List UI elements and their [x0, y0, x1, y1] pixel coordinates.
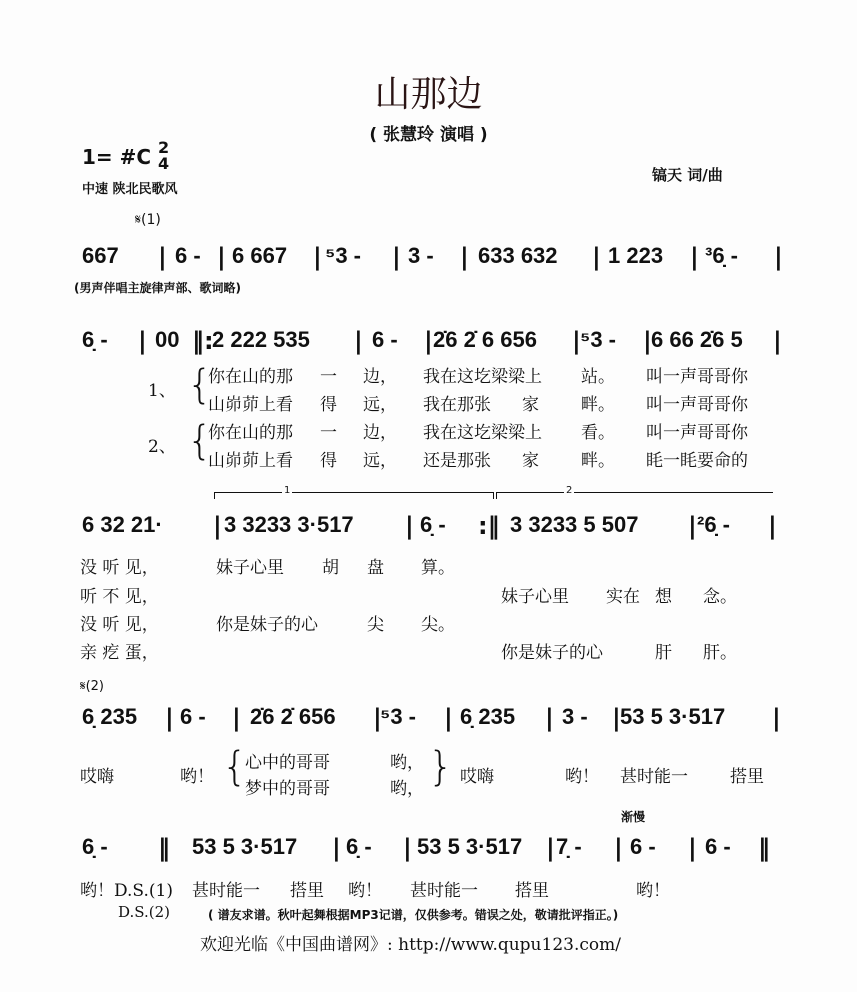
measure: 633 632	[478, 243, 558, 268]
measure: 7̣ -	[556, 834, 582, 859]
barline: |	[768, 512, 777, 540]
measure: 6 667	[232, 243, 288, 268]
lyric: 哟，	[390, 753, 424, 773]
barline: |	[688, 512, 697, 540]
brace: {	[187, 418, 213, 464]
lyric: 想	[655, 587, 672, 607]
lyric: 尖。	[421, 615, 455, 635]
measure: 667	[82, 243, 119, 268]
measure: 6 -	[372, 327, 398, 352]
lyric: 肝	[655, 643, 672, 663]
measure: 6 -	[175, 243, 201, 268]
barline: |	[138, 327, 147, 355]
measure: ⁵3 -	[580, 327, 617, 352]
lyric: 盘	[367, 558, 384, 578]
measure: 6̣ 235	[82, 704, 138, 729]
time-sig-bottom: 4	[158, 154, 170, 173]
lyric: 搭里	[290, 881, 324, 901]
volta-2-label: 2	[566, 485, 573, 496]
lyric: 尖	[367, 615, 384, 635]
lyric: 没 听 见，	[80, 615, 159, 635]
lyric: 得	[320, 451, 337, 471]
dal-segno-2: D.S.(2)	[118, 903, 171, 921]
lyric: 哟！	[565, 767, 599, 787]
tempo-marking: 中速 陕北民歌风	[82, 182, 178, 197]
barline: |	[392, 243, 401, 271]
lyric: 边，	[363, 423, 397, 443]
measure: 6̣ -	[82, 834, 108, 859]
verse-number: 1、	[148, 381, 176, 401]
lyric: 你在山的那	[208, 367, 293, 387]
measure: 6 -	[705, 834, 731, 859]
transcription-remark: ( 谱友求谱。秋叶起舞根据MP3记谱，仅供参考。错误之处，敬请批评指正。)	[208, 908, 619, 922]
lyric: 畔。	[581, 451, 615, 471]
barline: |	[158, 243, 167, 271]
lyric: 哟！	[348, 881, 382, 901]
lyric: 我在那张	[423, 395, 491, 415]
brace: {	[222, 744, 248, 790]
measure: 6̣ -	[346, 834, 372, 859]
lyric: 念。	[703, 587, 737, 607]
lyric: 还是那张	[423, 451, 491, 471]
lyric: 甚时能一	[192, 881, 260, 901]
repeat-start: ‖:	[192, 327, 214, 355]
performer: ( 张慧玲 演唱 )	[369, 125, 488, 145]
lyric: 畔。	[581, 395, 615, 415]
lyric: 家	[522, 395, 539, 415]
male-voice-note: (男声伴唱主旋律声部、歌词略)	[74, 281, 241, 295]
lyric: 你在山的那	[208, 423, 293, 443]
lyric: 哟！	[636, 881, 670, 901]
lyric: 叫一声哥哥你	[646, 395, 748, 415]
barline: |	[332, 834, 341, 862]
lyric: 哟！D.S.(1)	[80, 881, 173, 901]
lyric: 看。	[581, 423, 615, 443]
lyric: 得	[320, 395, 337, 415]
barline: |	[424, 327, 433, 355]
lyric: 站。	[581, 367, 615, 387]
ritardando-marking: 渐慢	[621, 810, 646, 824]
measure: ⁵3 -	[325, 243, 362, 268]
barline: |	[612, 704, 621, 732]
lyric: 山峁茆上看	[208, 451, 293, 471]
lyric: 搭里	[730, 767, 764, 787]
barline: |	[592, 243, 601, 271]
measure: 1 223	[608, 243, 664, 268]
measure: 2̇6 2̇ 656	[250, 704, 336, 729]
measure: 6 32 21·	[82, 512, 163, 537]
barline: |	[165, 704, 174, 732]
measure: 3 3233 3·517	[224, 512, 354, 537]
volta-1-label: 1	[284, 485, 291, 496]
barline: |	[313, 243, 322, 271]
barline: |	[773, 327, 782, 355]
barline: |	[217, 243, 226, 271]
lyric: 哟，	[390, 779, 424, 799]
segno-2: 𝄋(2)	[80, 679, 105, 694]
lyric: 山峁茆上看	[208, 395, 293, 415]
barline: |	[213, 512, 222, 540]
key-signature: 1= #C	[82, 145, 152, 169]
lyric: 我在这圪梁梁上	[423, 423, 542, 443]
barline: |	[403, 834, 412, 862]
barline: |	[772, 704, 781, 732]
lyric: 边，	[363, 367, 397, 387]
lyric: 叫一声哥哥你	[646, 367, 748, 387]
measure: 3 -	[408, 243, 434, 268]
site-footer[interactable]: 欢迎光临《中国曲谱网》: http://www.qupu123.com/	[200, 935, 621, 955]
measure: 6 66 2̇6 5	[651, 327, 743, 352]
lyric: 妹子心里	[216, 558, 284, 578]
barline: |	[572, 327, 581, 355]
lyric: 亲 疙 蛋，	[80, 643, 159, 663]
measure: ³6̣ -	[705, 243, 738, 268]
lyric: 胡	[322, 558, 339, 578]
measure: 3 -	[562, 704, 588, 729]
segno-1: 𝄋(1)	[135, 212, 161, 228]
lyric: 一	[320, 367, 337, 387]
barline: |	[232, 704, 241, 732]
barline: |	[405, 512, 414, 540]
lyric: 哎嗨	[460, 767, 494, 787]
measure: 53 5 3·517	[417, 834, 523, 859]
lyric: 甚时能一	[410, 881, 478, 901]
lyric: 心中的哥哥	[245, 753, 330, 773]
lyric: 叫一声哥哥你	[646, 423, 748, 443]
barline: |	[546, 834, 555, 862]
measure: 53 5 3·517	[192, 834, 298, 859]
lyric: 家	[522, 451, 539, 471]
lyric: 听 不 见，	[80, 587, 159, 607]
lyric: 没 听 见，	[80, 558, 159, 578]
brace: {	[187, 362, 213, 408]
barline: |	[643, 327, 652, 355]
double-barline: ‖	[158, 834, 170, 862]
lyric: 远，	[363, 451, 397, 471]
lyric: 算。	[421, 558, 455, 578]
song-title: 山那边	[374, 74, 483, 115]
measure: 6̣ 235	[460, 704, 516, 729]
lyric: 实在	[606, 587, 640, 607]
lyric: 妹子心里	[501, 587, 569, 607]
barline: |	[774, 243, 783, 271]
measure: 53 5 3·517	[620, 704, 726, 729]
measure: 00	[155, 327, 180, 352]
barline: |	[614, 834, 623, 862]
measure: 6̣ -	[82, 327, 108, 352]
measure: 3 3233 5 507	[510, 512, 639, 537]
measure: 2 222 535	[212, 327, 310, 352]
lyric: 搭里	[515, 881, 549, 901]
lyric: 你是妹子的心	[501, 643, 603, 663]
barline: |	[444, 704, 453, 732]
measure: ⁵3 -	[380, 704, 417, 729]
barline: |	[545, 704, 554, 732]
lyric: 甚时能一	[620, 767, 688, 787]
lyric: 梦中的哥哥	[245, 779, 330, 799]
lyric: 哎嗨	[80, 767, 114, 787]
repeat-end: :‖	[478, 512, 500, 540]
lyric: 你是妹子的心	[216, 615, 318, 635]
final-barline: ‖	[758, 834, 770, 862]
time-sig-top: 2	[158, 138, 170, 157]
measure: 6 -	[180, 704, 206, 729]
brace: }	[428, 744, 454, 790]
volta-2-bracket	[496, 492, 773, 499]
measure: 6̣ -	[420, 512, 446, 537]
lyric: 眊一眊要命的	[646, 451, 748, 471]
barline: |	[690, 243, 699, 271]
lyric: 一	[320, 423, 337, 443]
lyric: 我在这圪梁梁上	[423, 367, 542, 387]
verse-number: 2、	[148, 437, 176, 457]
measure: 2̇6 2̇ 6 656	[433, 327, 537, 352]
barline: |	[688, 834, 697, 862]
barline: |	[460, 243, 469, 271]
barline: |	[354, 327, 363, 355]
credit: 镐天 词/曲	[652, 166, 723, 184]
measure: 6 -	[630, 834, 656, 859]
volta-1-bracket	[214, 492, 494, 499]
lyric: 肝。	[703, 643, 737, 663]
lyric: 哟！	[180, 767, 214, 787]
barline: |	[373, 704, 382, 732]
lyric: 远，	[363, 395, 397, 415]
measure: ²6̣ -	[697, 512, 730, 537]
